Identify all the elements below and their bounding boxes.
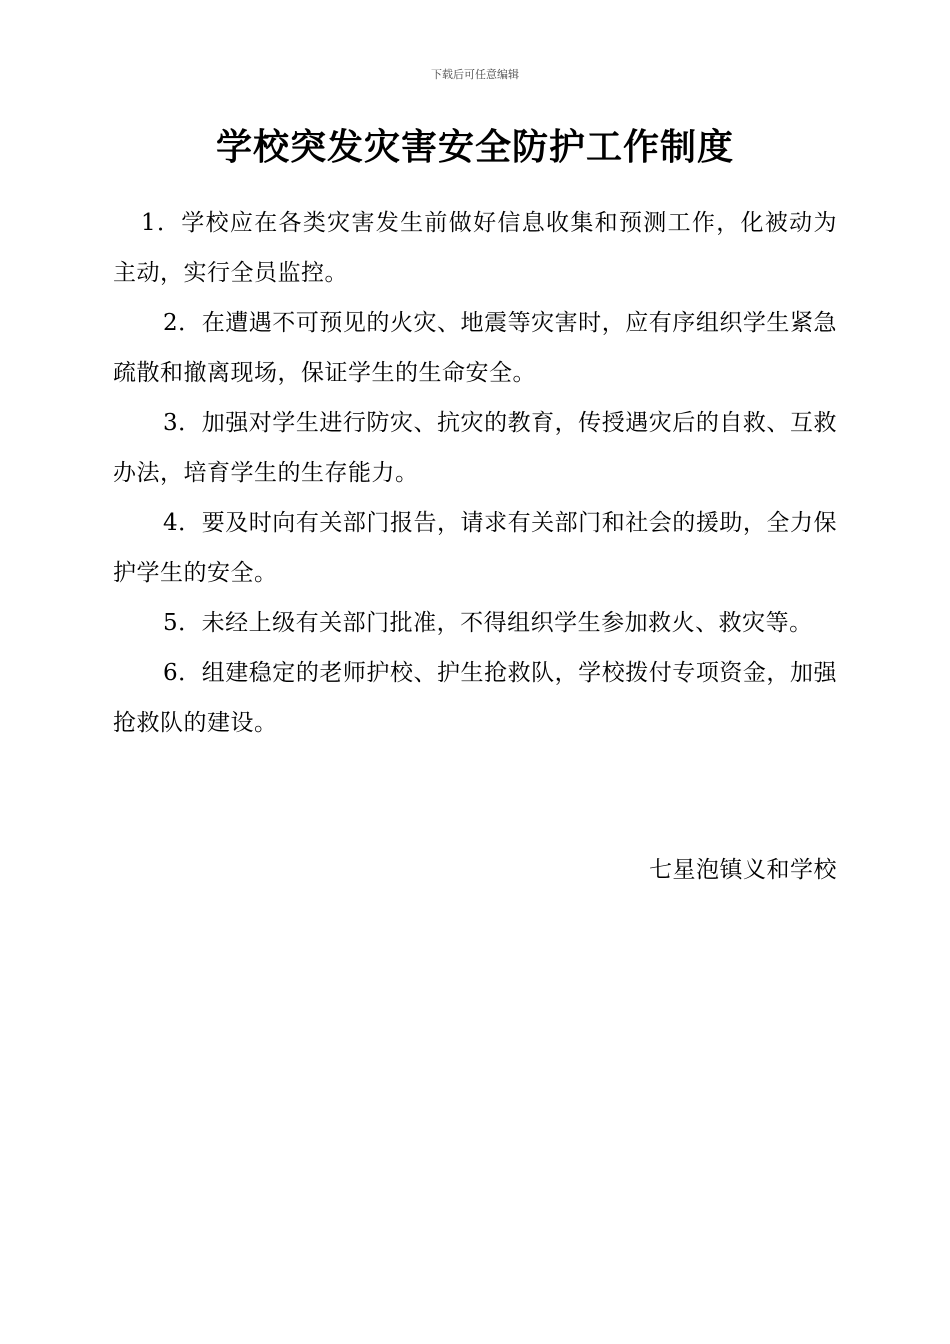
paragraph-6: 6．组建稳定的老师护校、护生抢救队，学校拨付专项资金，加强抢救队的建设。 [113,660,837,736]
paragraph-4: 4．要及时向有关部门报告，请求有关部门和社会的援助，全力保护学生的安全。 [113,510,837,586]
paragraph-2: 2．在遭遇不可预见的火灾、地震等灾害时，应有序组织学生紧急疏散和撤离现场，保证学生的生命安全。 [113,310,837,386]
header-note: 下载后可任意编辑 [431,68,519,81]
paragraph-5: 5．未经上级有关部门批准，不得组织学生参加救火、救灾等。 [163,610,813,636]
document-body [113,198,837,748]
signature: 七星泡镇义和学校 [649,857,837,883]
paragraph-1: 1．学校应在各类灾害发生前做好信息收集和预测工作，化被动为主动，实行全员监控。 [113,210,837,286]
document-title: 学校突发灾害安全防护工作制度 [215,126,734,168]
paragraph-3: 3．加强对学生进行防灾、抗灾的教育，传授遇灾后的自救、互救办法，培育学生的生存能力。 [113,410,837,486]
